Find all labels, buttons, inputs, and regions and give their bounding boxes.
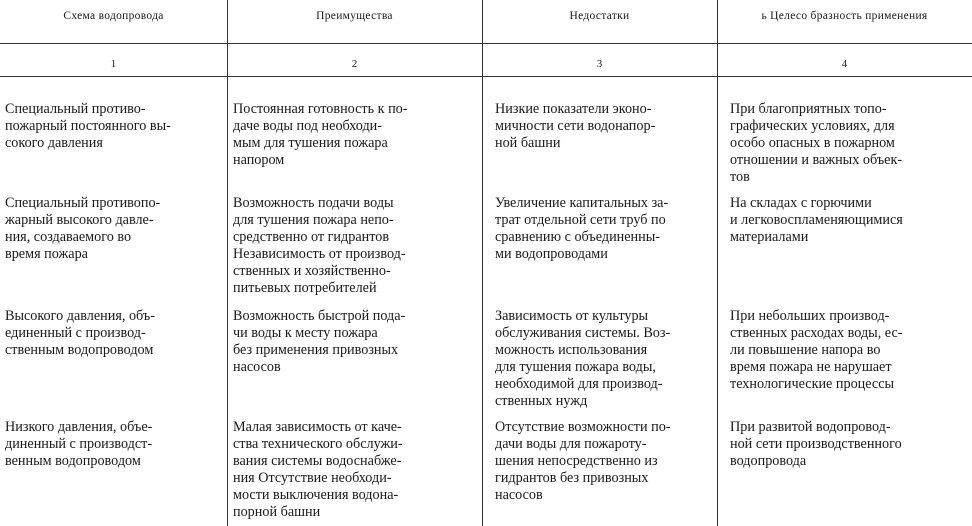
table-row-3-disadvantages: Зависимость от культуры обслуживания системы. Воз- можность использования для тушения пожара воды, необходимой для производ- ственных нужд xyxy=(495,308,671,409)
number-rule xyxy=(0,76,972,77)
table-row-2-scheme: Специальный противопо- жарный высокого давле- ния, создаваемого во время пожара xyxy=(5,195,161,262)
table-row-1-advantages: Постоянная готовность к по- даче воды под необходи- мым для тушения пожара напором xyxy=(233,101,408,168)
table-row-2-applicability: На складах с горючими и легковоспламеняющимися материалами xyxy=(730,195,903,245)
column-number: 3 xyxy=(596,58,603,70)
table-row-4-disadvantages: Отсутствие возможности по- дачи воды для пожароту- шения непосредственно из гидрантов без привозных насосов xyxy=(495,419,671,503)
column-number: 4 xyxy=(841,58,848,70)
column-number: 2 xyxy=(351,58,358,70)
table-row-4-scheme: Низкого давления, объе- диненный с производст- венным водопроводом xyxy=(5,419,153,469)
header-applicability: ь Целесо бразность применения xyxy=(761,10,928,22)
column-divider xyxy=(227,0,228,526)
column-divider xyxy=(717,0,718,526)
table-row-3-scheme: Высокого давления, объ- единенный с производ- ственным водопроводом xyxy=(5,308,155,358)
table-row-1-scheme: Специальный противо- пожарный постоянного вы- сокого давления xyxy=(5,101,171,151)
header-disadvantages: Недостатки xyxy=(569,10,630,22)
header-scheme: Схема водопровода xyxy=(63,10,164,22)
table-row-2-disadvantages: Увеличение капитальных за- трат отдельной сети труб по сравнению с объединенны- ми водопроводами xyxy=(495,195,669,262)
table-row-4-applicability: При развитой водопровод- ной сети производственного водопровода xyxy=(730,419,902,469)
table-row-2-advantages: Возможность подачи воды для тушения пожара непо- средственно от гидрантов Независимость от производ- ственных и хозяйственно- питьевых потребителей xyxy=(233,195,406,296)
column-number: 1 xyxy=(110,58,117,70)
table-row-1-disadvantages: Низкие показатели эконо- мичности сети водонапор- ной башни xyxy=(495,101,656,151)
table-row-3-applicability: При небольших производ- ственных расходах воды, ес- ли повышение напора во время пожара не нарушает технологические процессы xyxy=(730,308,903,392)
table-row-3-advantages: Возможность быстрой пода- чи воды к месту пожара без применения привозных насосов xyxy=(233,308,406,375)
header-rule xyxy=(0,43,972,44)
column-divider xyxy=(482,0,483,526)
header-advantages: Преимущества xyxy=(316,10,393,22)
table-row-4-advantages: Малая зависимость от каче- ства технического обслужи- вания системы водоснабже- ния Отсутствие необходи- мости выключения водона- порной башни xyxy=(233,419,403,520)
table-row-1-applicability: При благоприятных топо- графических условиях, для особо опасных в пожарном отношении и важных объек- тов xyxy=(730,101,903,185)
